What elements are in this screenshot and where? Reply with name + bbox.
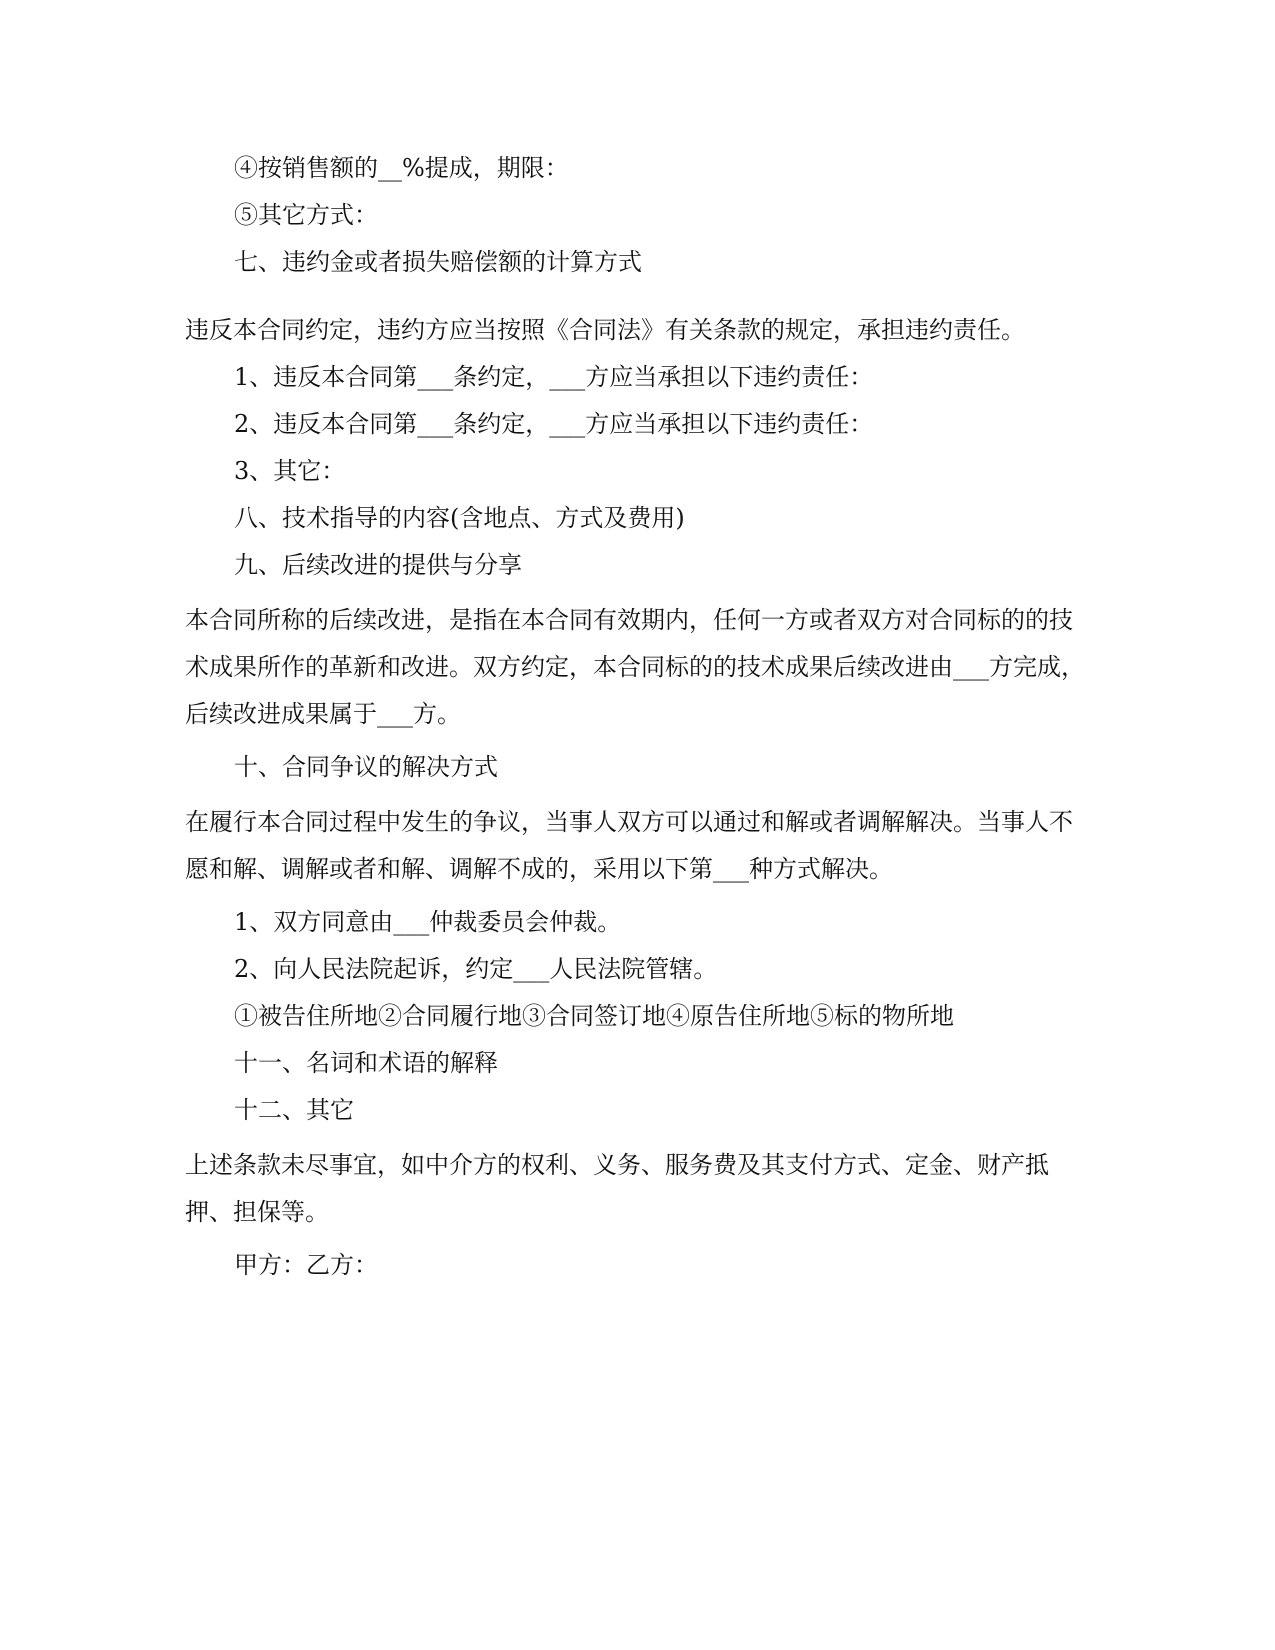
other-terms-paragraph: 上述条款未尽事宜，如中介方的权利、义务、服务费及其支付方式、定金、财产抵押、担保等。	[185, 1151, 1049, 1226]
commission-option-line: ④按销售额的__%提成，期限：	[234, 154, 569, 182]
dispute-item-2: 2、向人民法院起诉，约定___人民法院管辖。	[234, 955, 718, 983]
section-10-heading: 十、合同争议的解决方式	[234, 753, 498, 781]
document-body	[185, 153, 1090, 1297]
dispute-item-1: 1、双方同意由___仲裁委员会仲裁。	[234, 908, 622, 936]
section-12-heading: 十二、其它	[234, 1096, 354, 1124]
breach-item-3: 3、其它：	[234, 457, 346, 485]
section-11-heading: 十一、名词和术语的解释	[234, 1049, 498, 1077]
improvement-paragraph: 本合同所称的后续改进，是指在本合同有效期内，任何一方或者双方对合同标的的技术成果所作的革新和改进。双方约定，本合同标的的技术成果后续改进由___方完成，后续改进成果属于___方。	[185, 606, 1085, 728]
signature-line: 甲方：乙方：	[234, 1251, 378, 1279]
dispute-paragraph: 在履行本合同过程中发生的争议，当事人双方可以通过和解或者调解解决。当事人不愿和解、调解或者和解、调解不成的，采用以下第___种方式解决。	[185, 808, 1073, 883]
breach-item-2: 2、违反本合同第___条约定，___方应当承担以下违约责任：	[234, 410, 874, 438]
other-method-line: ⑤其它方式：	[234, 201, 378, 229]
section-8-heading: 八、技术指导的内容(含地点、方式及费用)	[234, 504, 685, 532]
jurisdiction-options: ①被告住所地②合同履行地③合同签订地④原告住所地⑤标的物所地	[234, 1002, 954, 1030]
section-7-heading: 七、违约金或者损失赔偿额的计算方式	[234, 248, 642, 276]
breach-item-1: 1、违反本合同第___条约定，___方应当承担以下违约责任：	[234, 363, 874, 391]
section-9-heading: 九、后续改进的提供与分享	[234, 551, 522, 579]
breach-paragraph: 违反本合同约定，违约方应当按照《合同法》有关条款的规定，承担违约责任。	[185, 316, 1025, 344]
